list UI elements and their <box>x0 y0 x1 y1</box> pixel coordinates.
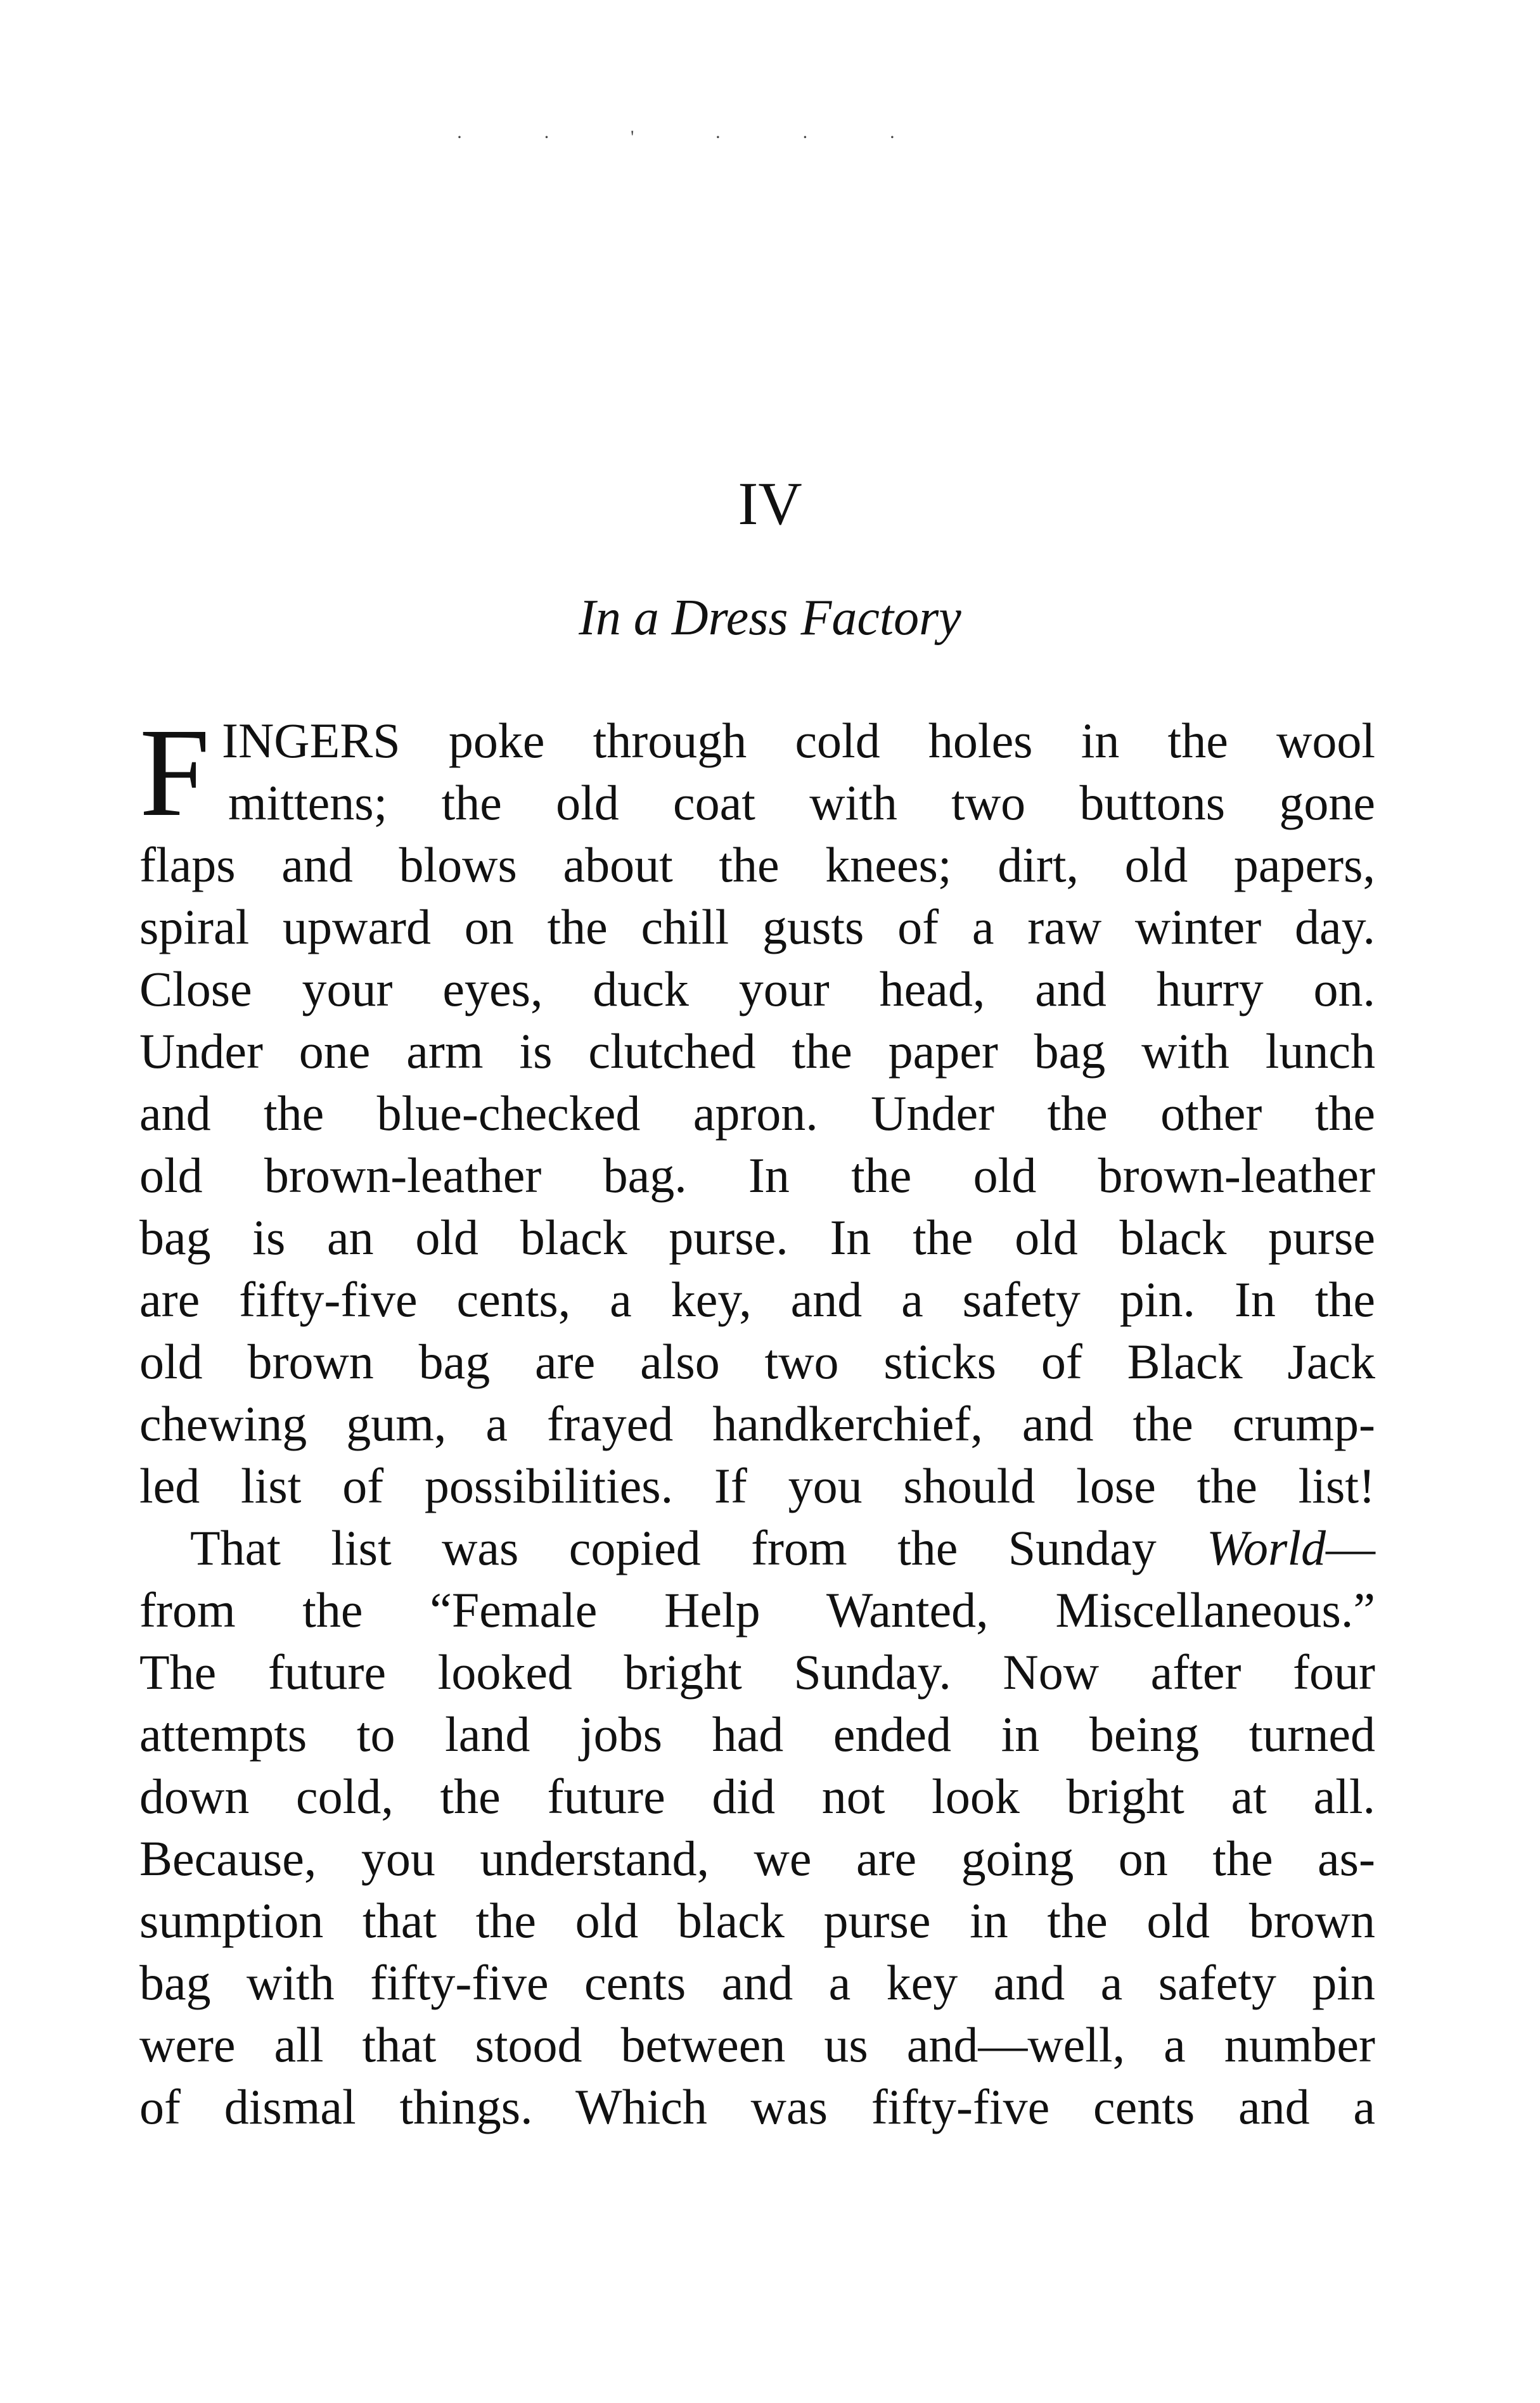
text-line: Close your eyes, duck your head, and hurry on. <box>139 961 1375 1016</box>
text-line: Under one arm is clutched the paper bag with lunch <box>139 1023 1375 1079</box>
newspaper-name: World <box>1207 1520 1326 1575</box>
text-line: attempts to land jobs had ended in being turned <box>139 1707 1375 1762</box>
text-line: were all that stood between us and—well, a number <box>139 2017 1375 2072</box>
paragraph-1 <box>139 703 1375 1517</box>
text-line: of dismal things. Which was fifty-five cents and a <box>139 2079 1375 2134</box>
text-line: INGERS poke through cold holes in the wool <box>222 713 1375 768</box>
text-line: from the “Female Help Wanted, Miscellaneous.” <box>139 1582 1375 1637</box>
text-line: are fifty-five cents, a key, and a safety pin. In the <box>139 1272 1375 1327</box>
text-line: Because, you understand, we are going on the as- <box>139 1831 1375 1886</box>
text-line: bag is an old black purse. In the old black purse <box>139 1210 1375 1265</box>
body-text <box>139 703 1375 2138</box>
text-line: old brown bag are also two sticks of Black Jack <box>139 1334 1375 1389</box>
text-line: bag with fifty-five cents and a key and a safety pin <box>139 1955 1375 2010</box>
drop-cap: F <box>139 703 210 843</box>
paragraph-2 <box>139 1517 1375 2138</box>
text-line <box>139 1517 1375 1579</box>
print-specks: · · ' · · · <box>456 127 934 148</box>
text-line: mittens; the old coat with two buttons gone <box>228 775 1375 830</box>
text-line: flaps and blows about the knees; dirt, old papers, <box>139 837 1375 892</box>
text-line: down cold, the future did not look bright at all. <box>139 1769 1375 1824</box>
text-line: old brown-leather bag. In the old brown-leather <box>139 1148 1375 1203</box>
text-span: — <box>1326 1520 1375 1575</box>
text-span: That list was copied from the Sunday <box>190 1520 1207 1575</box>
text-line: The future looked bright Sunday. Now after four <box>139 1644 1375 1700</box>
chapter-title: In a Dress Factory <box>579 590 961 646</box>
text-line: led list of possibilities. If you should lose the list! <box>139 1458 1375 1513</box>
text-line: sumption that the old black purse in the old brown <box>139 1893 1375 1948</box>
text-line: and the blue-checked apron. Under the other the <box>139 1086 1375 1141</box>
chapter-number: IV <box>738 470 802 537</box>
text-line: chewing gum, a frayed handkerchief, and the crump- <box>139 1396 1375 1451</box>
text-line: spiral upward on the chill gusts of a raw winter day. <box>139 899 1375 954</box>
